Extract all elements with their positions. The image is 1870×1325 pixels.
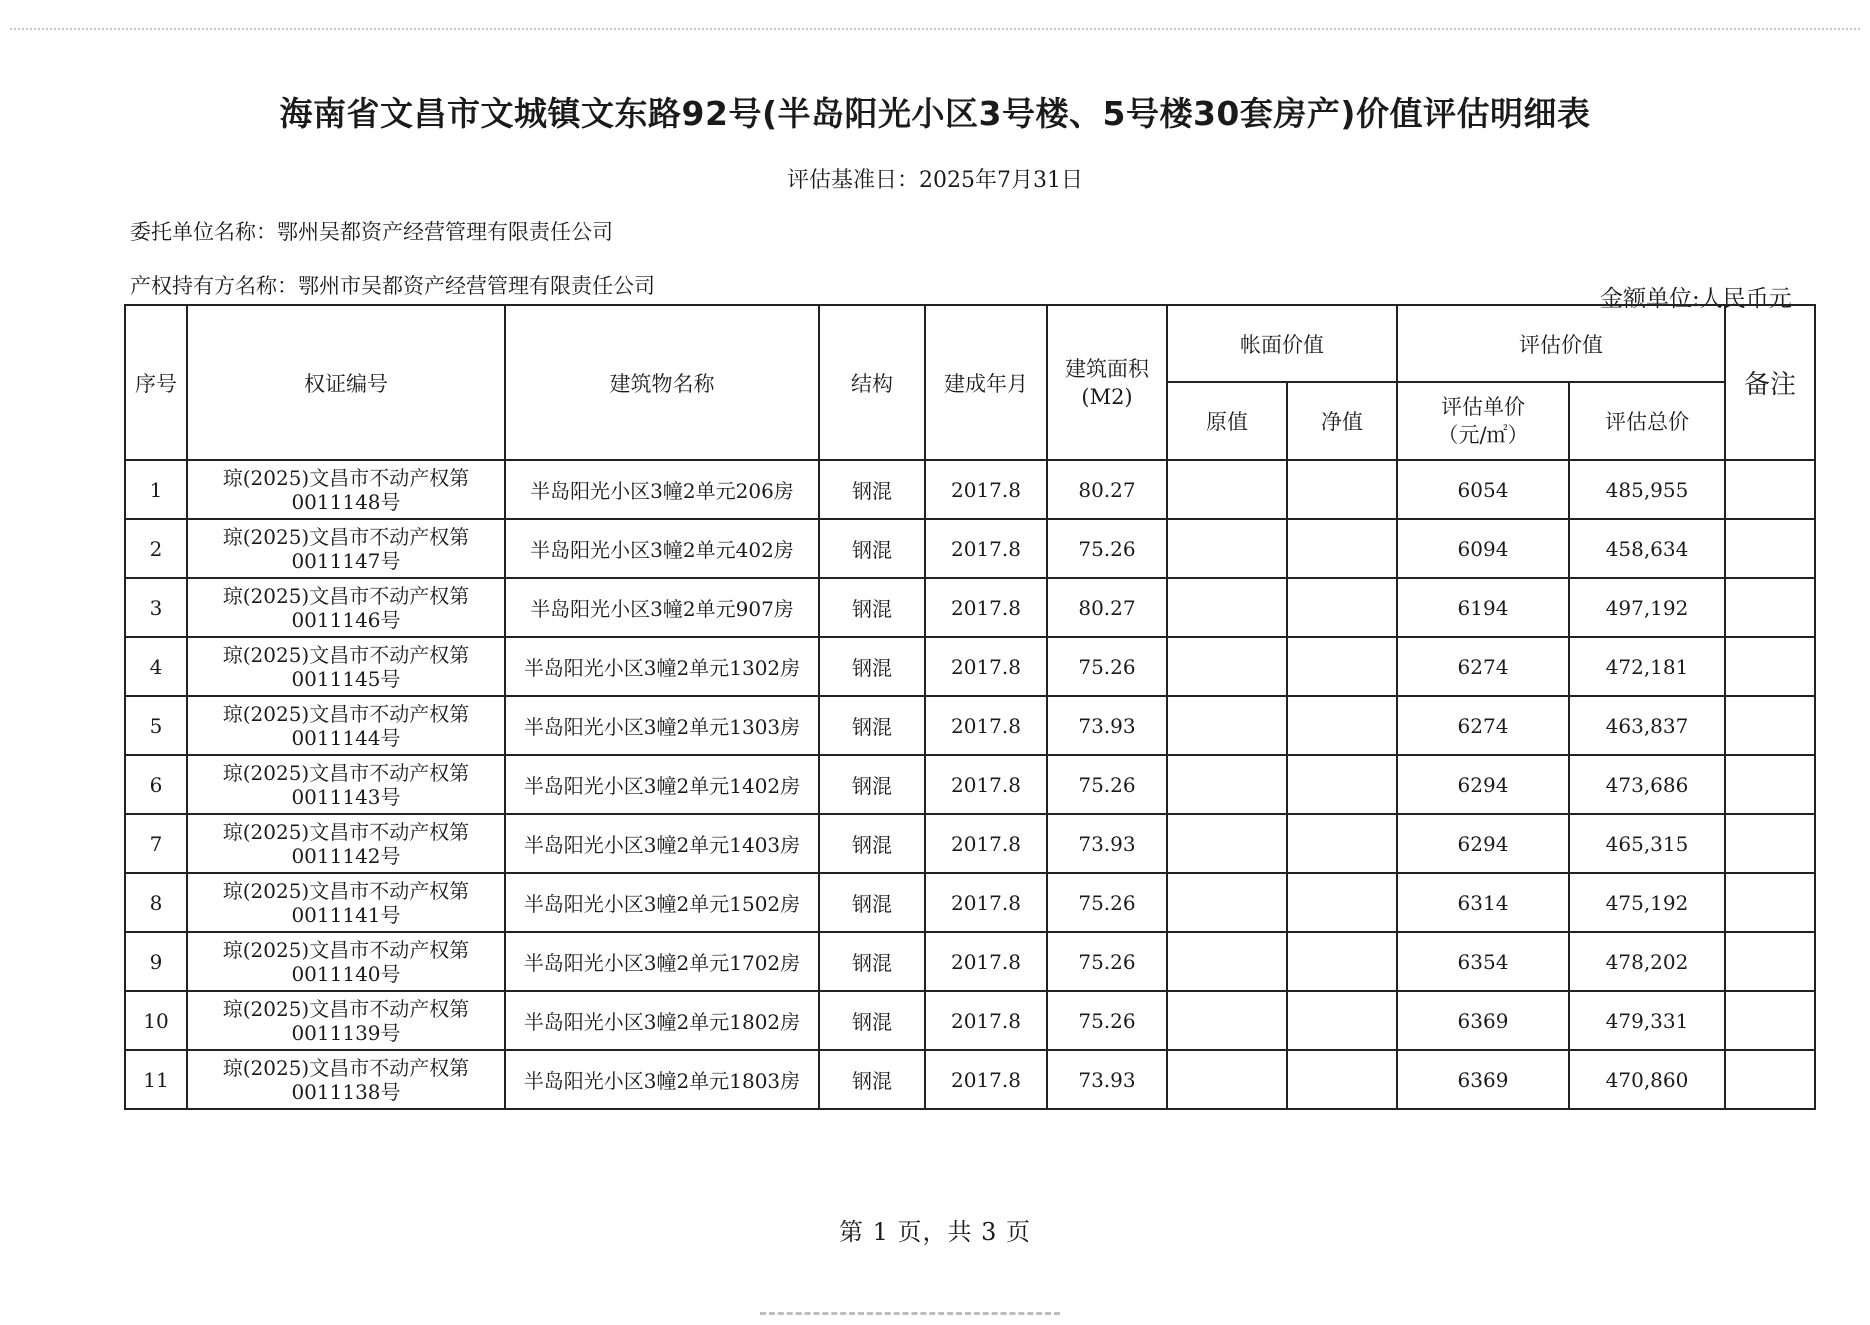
cell-build-date: 2017.8 <box>925 460 1047 519</box>
cell-net-value <box>1287 755 1397 814</box>
cell-original-value <box>1167 578 1287 637</box>
cell-remark <box>1725 696 1815 755</box>
cell-building-name: 半岛阳光小区3幢2单元1502房 <box>505 873 819 932</box>
cert-no-line-2: 0011144号 <box>291 725 401 750</box>
cell-remark <box>1725 1050 1815 1109</box>
cell-original-value <box>1167 696 1287 755</box>
cell-structure: 钢混 <box>819 932 925 991</box>
cell-build-date: 2017.8 <box>925 873 1047 932</box>
cell-remark <box>1725 755 1815 814</box>
cell-area: 75.26 <box>1047 755 1167 814</box>
cell-unit-price: 6294 <box>1397 755 1569 814</box>
cert-no-line-1: 琼(2025)文昌市不动产权第 <box>222 1055 470 1080</box>
table-row <box>125 873 1815 932</box>
cell-building-name: 半岛阳光小区3幢2单元1402房 <box>505 755 819 814</box>
cert-no-line-2: 0011141号 <box>291 902 401 927</box>
cell-seq: 7 <box>125 814 187 873</box>
cell-net-value <box>1287 696 1397 755</box>
header-unit-price: 评估单价 （元/㎡） <box>1397 382 1569 460</box>
cert-no-line-1: 琼(2025)文昌市不动产权第 <box>222 937 470 962</box>
table-row <box>125 991 1815 1050</box>
cert-no-line-2: 0011138号 <box>291 1079 401 1104</box>
cell-building-name: 半岛阳光小区3幢2单元907房 <box>505 578 819 637</box>
cell-building-name: 半岛阳光小区3幢2单元1302房 <box>505 637 819 696</box>
table-row <box>125 1050 1815 1109</box>
cell-area: 80.27 <box>1047 578 1167 637</box>
cell-structure: 钢混 <box>819 578 925 637</box>
cell-area: 75.26 <box>1047 637 1167 696</box>
cert-no-line-2: 0011148号 <box>291 489 401 514</box>
cell-area: 75.26 <box>1047 873 1167 932</box>
cell-structure: 钢混 <box>819 873 925 932</box>
cert-no-line-2: 0011140号 <box>291 961 401 986</box>
cell-cert-no <box>187 1050 505 1109</box>
cell-cert-no <box>187 696 505 755</box>
cell-net-value <box>1287 991 1397 1050</box>
cell-remark <box>1725 873 1815 932</box>
cell-build-date: 2017.8 <box>925 755 1047 814</box>
cell-seq: 9 <box>125 932 187 991</box>
header-structure: 结构 <box>819 305 925 460</box>
cell-unit-price: 6274 <box>1397 696 1569 755</box>
cell-structure: 钢混 <box>819 814 925 873</box>
cell-original-value <box>1167 932 1287 991</box>
header-seq: 序号 <box>125 305 187 460</box>
cell-remark <box>1725 460 1815 519</box>
cell-unit-price: 6354 <box>1397 932 1569 991</box>
scan-artifact-bottom <box>760 1312 1060 1323</box>
cell-net-value <box>1287 578 1397 637</box>
header-assessed-value: 评估价值 <box>1397 305 1725 382</box>
cell-structure: 钢混 <box>819 519 925 578</box>
cell-unit-price: 6094 <box>1397 519 1569 578</box>
cell-cert-no <box>187 991 505 1050</box>
cell-remark <box>1725 814 1815 873</box>
cell-total-price: 470,860 <box>1569 1050 1725 1109</box>
cell-net-value <box>1287 1050 1397 1109</box>
cell-build-date: 2017.8 <box>925 578 1047 637</box>
cell-area: 75.26 <box>1047 932 1167 991</box>
cell-unit-price: 6274 <box>1397 637 1569 696</box>
cell-area: 75.26 <box>1047 519 1167 578</box>
page-number: 第 1 页，共 3 页 <box>838 1218 1032 1246</box>
cell-total-price: 463,837 <box>1569 696 1725 755</box>
cell-building-name: 半岛阳光小区3幢2单元206房 <box>505 460 819 519</box>
cell-building-name: 半岛阳光小区3幢2单元1403房 <box>505 814 819 873</box>
cell-original-value <box>1167 1050 1287 1109</box>
page-title: 海南省文昌市文城镇文东路92号(半岛阳光小区3号楼、5号楼30套房产)价值评估明细表 <box>279 94 1591 133</box>
cell-total-price: 475,192 <box>1569 873 1725 932</box>
cell-unit-price: 6369 <box>1397 991 1569 1050</box>
header-cert-no: 权证编号 <box>187 305 505 460</box>
cell-seq: 5 <box>125 696 187 755</box>
cell-original-value <box>1167 991 1287 1050</box>
cert-no-line-1: 琼(2025)文昌市不动产权第 <box>222 878 470 903</box>
header-area: 建筑面积 (M2) <box>1047 305 1167 460</box>
cell-remark <box>1725 637 1815 696</box>
cell-cert-no <box>187 460 505 519</box>
cell-remark <box>1725 932 1815 991</box>
cell-original-value <box>1167 755 1287 814</box>
cell-seq: 1 <box>125 460 187 519</box>
cell-remark <box>1725 578 1815 637</box>
cell-total-price: 473,686 <box>1569 755 1725 814</box>
cell-build-date: 2017.8 <box>925 814 1047 873</box>
cell-total-price: 472,181 <box>1569 637 1725 696</box>
cell-building-name: 半岛阳光小区3幢2单元402房 <box>505 519 819 578</box>
cell-structure: 钢混 <box>819 755 925 814</box>
cell-total-price: 458,634 <box>1569 519 1725 578</box>
header-book-value: 帐面价值 <box>1167 305 1397 382</box>
owner-name: 产权持有方名称：鄂州市吴都资产经营管理有限责任公司 <box>130 274 655 298</box>
cell-seq: 11 <box>125 1050 187 1109</box>
cell-net-value <box>1287 873 1397 932</box>
cell-structure: 钢混 <box>819 696 925 755</box>
cell-build-date: 2017.8 <box>925 932 1047 991</box>
cell-build-date: 2017.8 <box>925 519 1047 578</box>
cell-original-value <box>1167 519 1287 578</box>
cert-no-line-2: 0011139号 <box>291 1020 401 1045</box>
table-row <box>125 755 1815 814</box>
cert-no-line-2: 0011142号 <box>291 843 401 868</box>
cell-building-name: 半岛阳光小区3幢2单元1803房 <box>505 1050 819 1109</box>
cell-unit-price: 6314 <box>1397 873 1569 932</box>
table-row <box>125 578 1815 637</box>
cell-original-value <box>1167 814 1287 873</box>
cell-unit-price: 6194 <box>1397 578 1569 637</box>
cell-cert-no <box>187 755 505 814</box>
currency-unit: 金额单位:人民币元 <box>1600 286 1792 312</box>
cell-seq: 8 <box>125 873 187 932</box>
cell-area: 80.27 <box>1047 460 1167 519</box>
cell-structure: 钢混 <box>819 1050 925 1109</box>
cert-no-line-1: 琼(2025)文昌市不动产权第 <box>222 583 470 608</box>
cell-build-date: 2017.8 <box>925 1050 1047 1109</box>
cell-seq: 10 <box>125 991 187 1050</box>
cell-cert-no <box>187 578 505 637</box>
cell-seq: 6 <box>125 755 187 814</box>
cert-no-line-1: 琼(2025)文昌市不动产权第 <box>222 760 470 785</box>
scan-artifact-top <box>10 28 1860 42</box>
cert-no-line-1: 琼(2025)文昌市不动产权第 <box>222 642 470 667</box>
cell-structure: 钢混 <box>819 637 925 696</box>
cell-building-name: 半岛阳光小区3幢2单元1303房 <box>505 696 819 755</box>
cell-original-value <box>1167 637 1287 696</box>
table-body <box>125 460 1815 1109</box>
cell-build-date: 2017.8 <box>925 696 1047 755</box>
cell-original-value <box>1167 873 1287 932</box>
cell-build-date: 2017.8 <box>925 991 1047 1050</box>
cell-cert-no <box>187 932 505 991</box>
table-row <box>125 519 1815 578</box>
cell-unit-price: 6369 <box>1397 1050 1569 1109</box>
cert-no-line-2: 0011145号 <box>291 666 401 691</box>
cell-area: 73.93 <box>1047 696 1167 755</box>
cell-area: 73.93 <box>1047 1050 1167 1109</box>
cell-seq: 4 <box>125 637 187 696</box>
cell-unit-price: 6294 <box>1397 814 1569 873</box>
header-total-price: 评估总价 <box>1569 382 1725 460</box>
table-row <box>125 637 1815 696</box>
cell-seq: 3 <box>125 578 187 637</box>
cell-area: 75.26 <box>1047 991 1167 1050</box>
table-row <box>125 460 1815 519</box>
cell-structure: 钢混 <box>819 460 925 519</box>
cell-unit-price: 6054 <box>1397 460 1569 519</box>
cell-build-date: 2017.8 <box>925 637 1047 696</box>
cell-area: 73.93 <box>1047 814 1167 873</box>
table-row <box>125 814 1815 873</box>
cell-net-value <box>1287 519 1397 578</box>
cell-cert-no <box>187 814 505 873</box>
cert-no-line-1: 琼(2025)文昌市不动产权第 <box>222 465 470 490</box>
cell-total-price: 485,955 <box>1569 460 1725 519</box>
cert-no-line-1: 琼(2025)文昌市不动产权第 <box>222 701 470 726</box>
cert-no-line-1: 琼(2025)文昌市不动产权第 <box>222 524 470 549</box>
header-net-value: 净值 <box>1287 382 1397 460</box>
valuation-detail-table <box>124 304 1816 1110</box>
header-remark: 备注 <box>1725 305 1815 460</box>
header-build-date: 建成年月 <box>925 305 1047 460</box>
cell-cert-no <box>187 873 505 932</box>
cell-net-value <box>1287 814 1397 873</box>
header-building-name: 建筑物名称 <box>505 305 819 460</box>
cell-net-value <box>1287 460 1397 519</box>
cell-cert-no <box>187 637 505 696</box>
cell-total-price: 497,192 <box>1569 578 1725 637</box>
cell-net-value <box>1287 637 1397 696</box>
cell-remark <box>1725 991 1815 1050</box>
client-name: 委托单位名称：鄂州吴都资产经营管理有限责任公司 <box>130 220 613 244</box>
table-row <box>125 932 1815 991</box>
header-original-value: 原值 <box>1167 382 1287 460</box>
cert-no-line-1: 琼(2025)文昌市不动产权第 <box>222 996 470 1021</box>
cell-original-value <box>1167 460 1287 519</box>
cell-structure: 钢混 <box>819 991 925 1050</box>
cell-building-name: 半岛阳光小区3幢2单元1802房 <box>505 991 819 1050</box>
cell-total-price: 479,331 <box>1569 991 1725 1050</box>
cell-seq: 2 <box>125 519 187 578</box>
cert-no-line-1: 琼(2025)文昌市不动产权第 <box>222 819 470 844</box>
cell-net-value <box>1287 932 1397 991</box>
cell-total-price: 478,202 <box>1569 932 1725 991</box>
cert-no-line-2: 0011146号 <box>291 607 401 632</box>
base-date: 评估基准日：2025年7月31日 <box>787 168 1083 193</box>
cert-no-line-2: 0011147号 <box>291 548 401 573</box>
cert-no-line-2: 0011143号 <box>291 784 401 809</box>
cell-remark <box>1725 519 1815 578</box>
table-row <box>125 696 1815 755</box>
cell-cert-no <box>187 519 505 578</box>
cell-total-price: 465,315 <box>1569 814 1725 873</box>
cell-building-name: 半岛阳光小区3幢2单元1702房 <box>505 932 819 991</box>
